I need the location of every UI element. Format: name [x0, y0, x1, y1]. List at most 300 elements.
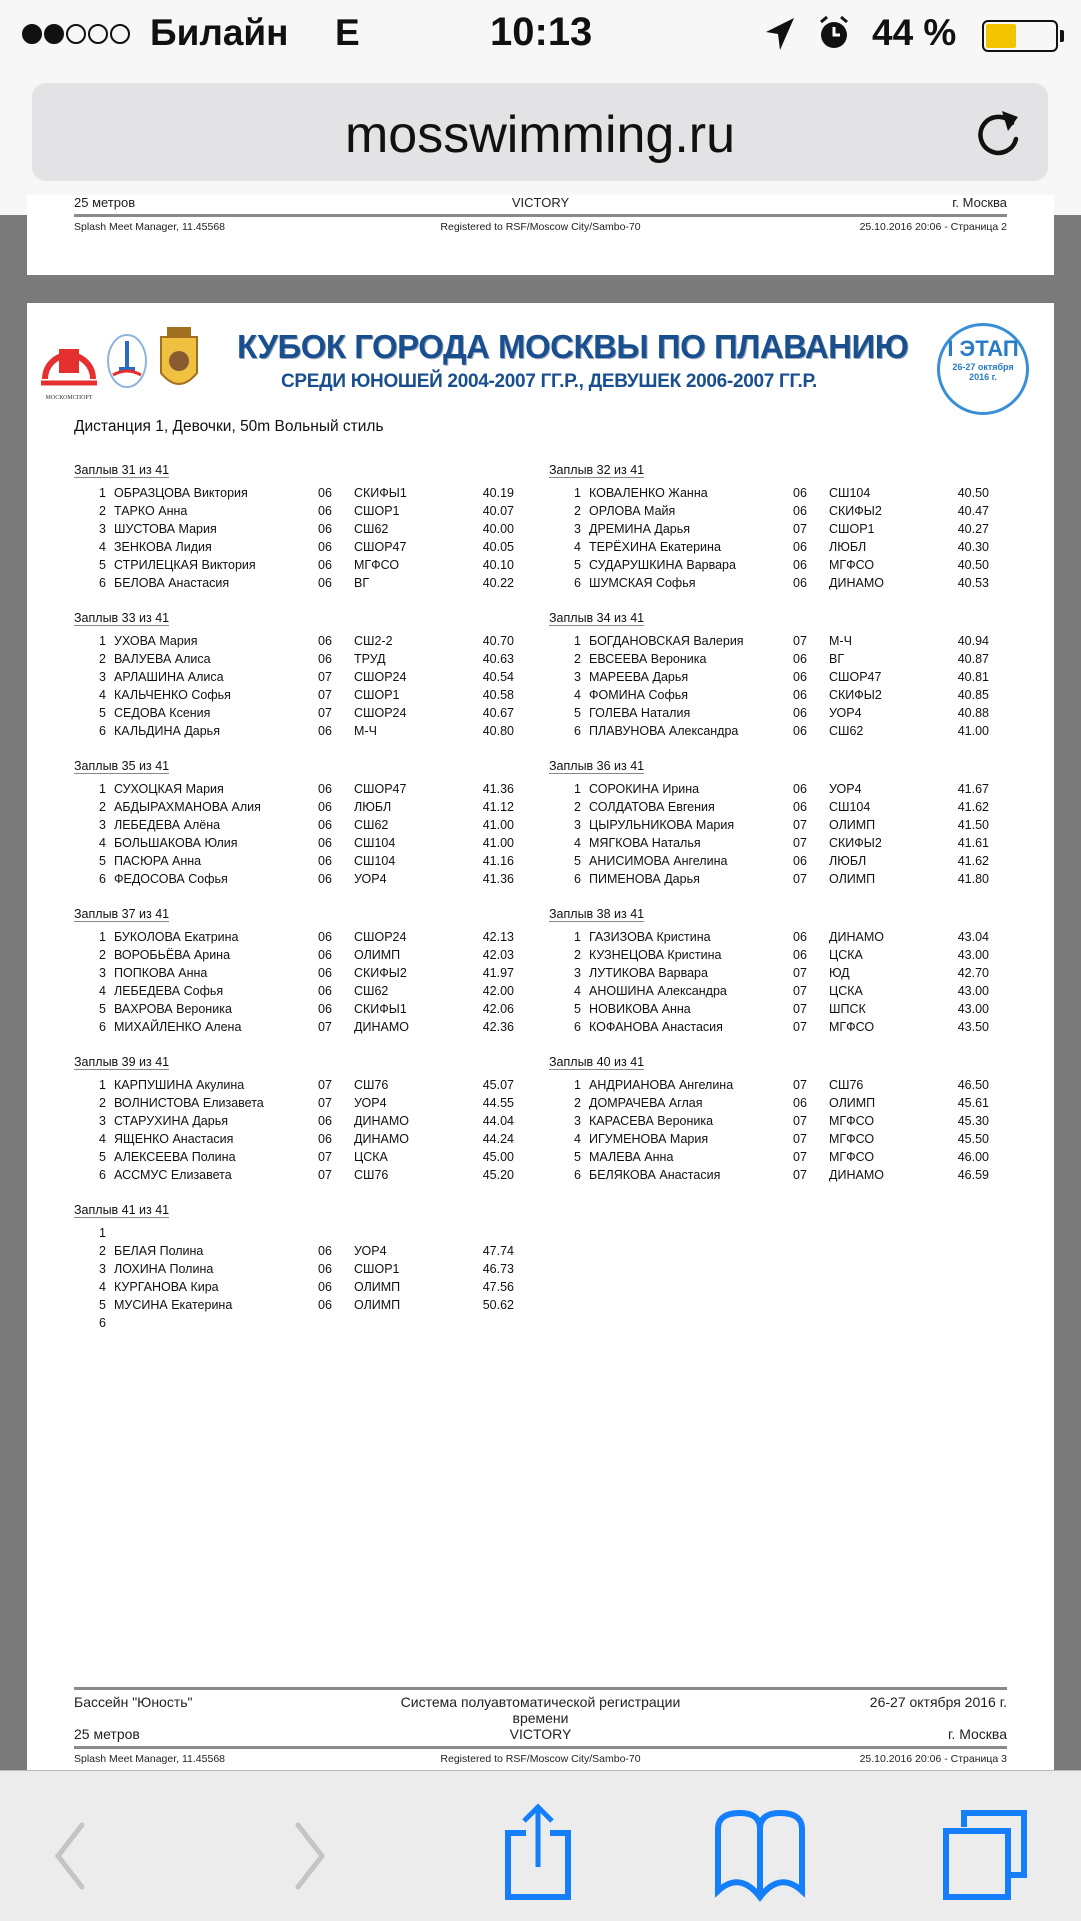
birth-year: 06	[793, 504, 807, 518]
swimmer-name: СТРИЛЕЦКАЯ Виктория	[114, 558, 256, 572]
lane-number: 6	[99, 1020, 106, 1034]
footer-registered: Registered to RSF/Moscow City/Sambo-70	[440, 221, 641, 233]
footer-printed: 25.10.2016 20:06 - Страница 2	[859, 221, 1007, 233]
page-footer	[74, 1683, 1007, 1765]
svg-text:МОСКОМСПОРТ: МОСКОМСПОРТ	[45, 395, 93, 401]
lane-number: 3	[574, 522, 581, 536]
table-row	[549, 722, 989, 740]
club-name: ДИНАМО	[829, 930, 884, 944]
birth-year: 06	[318, 486, 332, 500]
footer-dates: 26-27 октября 2016 г.	[869, 1694, 1007, 1710]
swimmer-name: КАРПУШИНА Акулина	[114, 1078, 245, 1092]
table-row	[74, 538, 514, 556]
birth-year: 06	[318, 1114, 332, 1128]
club-name: ОЛИМП	[829, 1096, 876, 1110]
birth-year: 06	[318, 930, 332, 944]
entry-time: 40.67	[482, 706, 514, 720]
swimmer-name: ОБРАЗЦОВА Виктория	[114, 486, 248, 500]
club-name: ДИНАМО	[829, 1168, 884, 1182]
footer-divider	[74, 214, 1007, 217]
lane-number: 4	[574, 688, 581, 702]
footer-divider	[74, 1746, 1007, 1749]
lane-number: 1	[99, 1078, 106, 1092]
lane-number: 6	[574, 1168, 581, 1182]
entry-time: 40.50	[957, 558, 989, 572]
heat-title: Заплыв 33 из 41	[74, 611, 170, 625]
club-name: ЮД	[829, 966, 850, 980]
entry-time: 40.53	[957, 576, 989, 590]
table-row	[549, 484, 989, 502]
swimmer-name: МАРЕЕВА Дарья	[589, 670, 689, 684]
entry-time: 40.22	[482, 576, 514, 590]
swimmer-name: МУСИНА Екатерина	[114, 1298, 233, 1312]
club-name: СШОР47	[354, 540, 407, 554]
entry-time: 44.24	[482, 1132, 514, 1146]
swimmer-name: ТЕРЁХИНА Екатерина	[589, 540, 721, 554]
table-row	[549, 1112, 989, 1130]
entry-time: 46.00	[957, 1150, 989, 1164]
birth-year: 07	[318, 1078, 332, 1092]
table-row	[74, 704, 514, 722]
lane-number: 4	[99, 688, 106, 702]
stage-dates: 26-27 октября	[952, 362, 1014, 372]
entry-time: 41.61	[957, 836, 989, 850]
table-row	[549, 574, 989, 592]
entry-time: 45.61	[957, 1096, 989, 1110]
club-name: СШ104	[829, 800, 871, 814]
entry-time: 40.70	[482, 634, 514, 648]
lane-number: 5	[574, 1002, 581, 1016]
birth-year: 07	[793, 1002, 807, 1016]
heat-block	[549, 1055, 989, 1184]
lane-number: 3	[99, 670, 106, 684]
swimmer-name: БЕЛАЯ Полина	[114, 1244, 204, 1258]
table-row	[74, 1094, 514, 1112]
table-row	[549, 1094, 989, 1112]
table-row	[549, 870, 989, 888]
swimmer-name: СТАРУХИНА Дарья	[114, 1114, 228, 1128]
table-row	[74, 1000, 514, 1018]
pdf-viewport[interactable]	[0, 195, 1081, 1770]
club-name: СКИФЫ2	[354, 966, 407, 980]
lane-number: 3	[99, 522, 106, 536]
heat-title: Заплыв 32 из 41	[549, 463, 645, 477]
table-row	[549, 964, 989, 982]
lane-number: 1	[574, 1078, 581, 1092]
address-bar[interactable]	[32, 83, 1048, 181]
swimmer-name: КУЗНЕЦОВА Кристина	[589, 948, 722, 962]
table-row	[74, 1260, 514, 1278]
swimmer-name: ВАЛУЕВА Алиса	[114, 652, 211, 666]
table-row	[549, 650, 989, 668]
table-row	[549, 1018, 989, 1036]
birth-year: 07	[793, 1078, 807, 1092]
swimmer-name: ВОРОБЬЁВА Арина	[114, 948, 231, 962]
entry-time: 40.85	[957, 688, 989, 702]
birth-year: 06	[793, 782, 807, 796]
club-name: СШОР24	[354, 930, 407, 944]
club-name: СШ104	[354, 854, 396, 868]
swimmer-name: АБДЫРАХМАНОВА Алия	[114, 800, 261, 814]
table-row	[549, 928, 989, 946]
lane-number: 4	[99, 1132, 106, 1146]
birth-year: 06	[318, 948, 332, 962]
table-row	[549, 1166, 989, 1184]
swimmer-name: ФОМИНА Софья	[589, 688, 689, 702]
birth-year: 06	[793, 652, 807, 666]
birth-year: 06	[318, 1262, 332, 1276]
entry-time: 40.58	[482, 688, 514, 702]
entry-time: 40.47	[957, 504, 989, 518]
lane-number: 5	[574, 706, 581, 720]
table-row	[549, 556, 989, 574]
table-row	[549, 502, 989, 520]
table-row	[549, 1000, 989, 1018]
entry-time: 43.00	[957, 948, 989, 962]
entry-time: 46.73	[482, 1262, 514, 1276]
lane-number: 2	[99, 652, 106, 666]
birth-year: 07	[318, 1020, 332, 1034]
birth-year: 07	[793, 1132, 807, 1146]
footer-pool-name: Бассейн "Юность"	[74, 1694, 193, 1710]
table-row	[549, 982, 989, 1000]
birth-year: 07	[793, 872, 807, 886]
lane-number: 1	[574, 782, 581, 796]
tabs-icon[interactable]	[940, 1809, 1030, 1901]
club-name: СШОР1	[354, 504, 400, 518]
lane-number: 6	[574, 872, 581, 886]
birth-year: 06	[793, 706, 807, 720]
club-name: ЛЮБЛ	[354, 800, 392, 814]
table-row	[74, 834, 514, 852]
entry-time: 46.59	[957, 1168, 989, 1182]
club-name: М-Ч	[829, 634, 852, 648]
lane-number: 5	[574, 1150, 581, 1164]
swimmer-name	[114, 1224, 318, 1242]
swimmer-name: СОРОКИНА Ирина	[589, 782, 700, 796]
swimmer-name: БОГДАНОВСКАЯ Валерия	[589, 634, 744, 648]
birth-year: 07	[793, 1150, 807, 1164]
swimmer-name: ЦЫРУЛЬНИКОВА Мария	[589, 818, 735, 832]
lane-number: 5	[99, 706, 106, 720]
club-name: МГФСО	[829, 1132, 875, 1146]
entry-time: 40.81	[957, 670, 989, 684]
club-name: СКИФЫ2	[829, 504, 882, 518]
lane-number: 2	[574, 504, 581, 518]
prev-page-footer	[74, 195, 1007, 233]
birth-year: 06	[318, 782, 332, 796]
club-name: СШОР47	[354, 782, 407, 796]
entry-time: 45.07	[482, 1078, 514, 1092]
club-name: ОЛИМП	[829, 872, 876, 886]
footer-pool-length: 25 метров	[74, 195, 136, 210]
club-name: УОР4	[829, 782, 862, 796]
club-name: СШ62	[354, 818, 389, 832]
table-row	[74, 1314, 514, 1332]
pdf-page-current	[27, 303, 1054, 1770]
entry-time: 41.00	[482, 836, 514, 850]
birth-year: 06	[793, 1096, 807, 1110]
entry-time: 40.94	[957, 634, 989, 648]
lane-number: 3	[574, 966, 581, 980]
footer-registered: Registered to RSF/Moscow City/Sambo-70	[440, 1753, 641, 1765]
entry-time: 40.10	[482, 558, 514, 572]
heat-title: Заплыв 37 из 41	[74, 907, 170, 921]
footer-pool-length: 25 метров	[74, 1726, 140, 1742]
birth-year	[318, 1314, 354, 1332]
lane-number: 2	[574, 652, 581, 666]
birth-year: 07	[793, 966, 807, 980]
entry-time: 41.36	[482, 872, 514, 886]
table-row	[549, 816, 989, 834]
entry-time: 43.00	[957, 984, 989, 998]
birth-year: 06	[793, 800, 807, 814]
lane-number: 2	[574, 948, 581, 962]
birth-year: 07	[793, 984, 807, 998]
club-name: СШ2-2	[354, 634, 393, 648]
birth-year: 07	[318, 688, 332, 702]
swimmer-name: ВАХРОВА Вероника	[114, 1002, 232, 1016]
swimmer-name: ПИМЕНОВА Дарья	[589, 872, 700, 886]
heat-title: Заплыв 36 из 41	[549, 759, 645, 773]
club-name: ЦСКА	[829, 948, 863, 962]
swimmer-name: ЕВСЕЕВА Вероника	[589, 652, 707, 666]
birth-year: 06	[793, 486, 807, 500]
club-name: ОЛИМП	[354, 1298, 401, 1312]
swimmer-name: ЛЕБЕДЕВА Софья	[114, 984, 224, 998]
swimmer-name: СОЛДАТОВА Евгения	[589, 800, 715, 814]
lane-number: 6	[99, 1168, 106, 1182]
swimmer-name: МАЛЕВА Анна	[589, 1150, 674, 1164]
battery-icon	[982, 20, 1058, 52]
table-row	[74, 1224, 514, 1242]
entry-time: 41.50	[957, 818, 989, 832]
lane-number: 3	[574, 670, 581, 684]
lane-number: 4	[99, 540, 106, 554]
heat-block	[549, 611, 989, 740]
swimmer-name: СЕДОВА Ксения	[114, 706, 211, 720]
lane-number: 6	[99, 872, 106, 886]
swimmer-name: ИГУМЕНОВА Мария	[589, 1132, 709, 1146]
heat-block	[74, 1203, 514, 1332]
swimmer-name: ТАРКО Анна	[114, 504, 188, 518]
heat-title: Заплыв 35 из 41	[74, 759, 170, 773]
club-name: ВГ	[829, 652, 845, 666]
sponsor-logos	[39, 323, 209, 403]
table-row	[74, 946, 514, 964]
entry-time: 50.62	[482, 1298, 514, 1312]
lane-number: 4	[574, 540, 581, 554]
entry-time: 41.67	[957, 782, 989, 796]
entry-time: 45.30	[957, 1114, 989, 1128]
swimmer-name: АССМУС Елизавета	[114, 1168, 232, 1182]
lane-number: 4	[574, 1132, 581, 1146]
birth-year: 06	[793, 540, 807, 554]
lane-number: 2	[99, 504, 106, 518]
entry-time: 41.12	[482, 800, 514, 814]
entry-time	[454, 1224, 514, 1242]
birth-year: 06	[318, 724, 332, 738]
alarm-clock-icon	[817, 14, 851, 52]
entry-time: 41.00	[482, 818, 514, 832]
swimmer-name: ФЕДОСОВА Софья	[114, 872, 228, 886]
club-name: СШ76	[354, 1168, 389, 1182]
swimmer-name: МИХАЙЛЕНКО Алена	[114, 1020, 242, 1034]
entry-time: 42.00	[482, 984, 514, 998]
club-name	[354, 1224, 454, 1242]
lane-number: 2	[574, 800, 581, 814]
birth-year: 06	[318, 1002, 332, 1016]
carrier-name: Билайн	[150, 12, 289, 53]
swimmer-name: КАЛЬДИНА Дарья	[114, 724, 220, 738]
table-row	[549, 1130, 989, 1148]
club-name: ШПСК	[829, 1002, 866, 1016]
club-name: ДИНАМО	[354, 1020, 409, 1034]
table-row	[549, 1076, 989, 1094]
entry-time: 40.30	[957, 540, 989, 554]
birth-year	[318, 1224, 354, 1242]
lane-number: 1	[574, 930, 581, 944]
swimmer-name: АНДРИАНОВА Ангелина	[589, 1078, 734, 1092]
url-text[interactable]: mosswimming.ru	[344, 106, 736, 164]
forward-icon[interactable]	[290, 1821, 330, 1891]
birth-year: 06	[318, 634, 332, 648]
lane-number: 1	[99, 930, 106, 944]
table-row	[549, 686, 989, 704]
swimmer-name: ШУМСКАЯ Софья	[589, 576, 696, 590]
table-row	[74, 780, 514, 798]
club-name: МГФСО	[354, 558, 400, 572]
birth-year: 06	[318, 836, 332, 850]
browser-address-area	[0, 70, 1081, 215]
birth-year: 06	[793, 724, 807, 738]
entry-time	[454, 1314, 514, 1332]
birth-year: 07	[318, 670, 332, 684]
birth-year: 06	[318, 652, 332, 666]
table-row	[549, 852, 989, 870]
club-name: МГФСО	[829, 1020, 875, 1034]
lane-number: 4	[99, 1280, 106, 1294]
club-name	[354, 1314, 454, 1332]
entry-time: 41.62	[957, 854, 989, 868]
reload-icon[interactable]	[972, 103, 1028, 163]
share-icon[interactable]	[500, 1801, 576, 1901]
club-name: СШ76	[829, 1078, 864, 1092]
club-name: ЛЮБЛ	[829, 854, 867, 868]
birth-year: 06	[318, 1298, 332, 1312]
club-name: УОР4	[354, 872, 387, 886]
browser-toolbar	[0, 1770, 1081, 1921]
swimmer-name: ЗЕНКОВА Лидия	[114, 540, 212, 554]
club-name: СШОР1	[354, 1262, 400, 1276]
swimmer-name: НОВИКОВА Анна	[589, 1002, 691, 1016]
lane-number: 2	[99, 1244, 106, 1258]
entry-time: 40.63	[482, 652, 514, 666]
table-row	[74, 964, 514, 982]
club-name: СКИФЫ1	[354, 486, 407, 500]
swimmer-name: ДРЕМИНА Дарья	[589, 522, 691, 536]
entry-time: 45.20	[482, 1168, 514, 1182]
entry-time: 40.87	[957, 652, 989, 666]
entry-time: 44.04	[482, 1114, 514, 1128]
birth-year: 06	[318, 504, 332, 518]
table-row	[74, 1112, 514, 1130]
lane-number: 5	[99, 1002, 106, 1016]
entry-time: 40.50	[957, 486, 989, 500]
birth-year: 06	[318, 576, 332, 590]
club-name: ДИНАМО	[354, 1114, 409, 1128]
club-name: СШ76	[354, 1078, 389, 1092]
club-name: ЛЮБЛ	[829, 540, 867, 554]
table-row	[74, 1278, 514, 1296]
birth-year: 06	[793, 576, 807, 590]
heat-title: Заплыв 38 из 41	[549, 907, 645, 921]
lane-number: 6	[574, 576, 581, 590]
lane-number: 6	[99, 1316, 106, 1330]
entry-time: 41.36	[482, 782, 514, 796]
lane-number: 5	[574, 854, 581, 868]
back-icon[interactable]	[50, 1821, 90, 1891]
birth-year: 06	[318, 522, 332, 536]
entry-time: 43.04	[957, 930, 989, 944]
lane-number: 3	[99, 1114, 106, 1128]
lane-number: 5	[574, 558, 581, 572]
birth-year: 06	[318, 854, 332, 868]
table-row	[549, 520, 989, 538]
table-row	[549, 798, 989, 816]
swimmer-name: ЛУТИКОВА Варвара	[589, 966, 708, 980]
birth-year: 06	[793, 688, 807, 702]
table-row	[74, 574, 514, 592]
birth-year: 06	[318, 1280, 332, 1294]
table-row	[74, 632, 514, 650]
entry-time: 42.06	[482, 1002, 514, 1016]
battery-percentage: 44 %	[872, 12, 957, 53]
entry-time: 42.36	[482, 1020, 514, 1034]
table-row	[549, 704, 989, 722]
entry-time: 40.80	[482, 724, 514, 738]
swimmer-name: БЕЛЯКОВА Анастасия	[589, 1168, 721, 1182]
bookmarks-icon[interactable]	[710, 1809, 810, 1901]
club-name: ОЛИМП	[829, 818, 876, 832]
heat-block	[549, 759, 989, 888]
lane-number: 1	[99, 486, 106, 500]
lane-number: 4	[99, 836, 106, 850]
swimmer-name: КОФАНОВА Анастасия	[589, 1020, 723, 1034]
footer-system-title: Система полуавтоматической регистрации времени	[400, 1694, 681, 1726]
birth-year: 07	[318, 1096, 332, 1110]
entry-time: 40.05	[482, 540, 514, 554]
birth-year: 07	[793, 1168, 807, 1182]
birth-year: 06	[318, 984, 332, 998]
swimmer-name	[114, 1314, 318, 1332]
club-name: СШОР24	[354, 670, 407, 684]
table-row	[549, 1148, 989, 1166]
heat-block	[549, 463, 989, 592]
club-name: УОР4	[354, 1096, 387, 1110]
pdf-page-previous	[27, 195, 1054, 275]
swimmer-name: АРЛАШИНА Алиса	[114, 670, 224, 684]
network-type: E	[335, 12, 360, 53]
club-name: М-Ч	[354, 724, 377, 738]
club-name: СШОР47	[829, 670, 882, 684]
entry-time: 41.80	[957, 872, 989, 886]
table-row	[74, 870, 514, 888]
table-row	[74, 1076, 514, 1094]
club-name: ОЛИМП	[354, 1280, 401, 1294]
lane-number: 3	[574, 818, 581, 832]
lane-number: 1	[99, 1226, 106, 1240]
